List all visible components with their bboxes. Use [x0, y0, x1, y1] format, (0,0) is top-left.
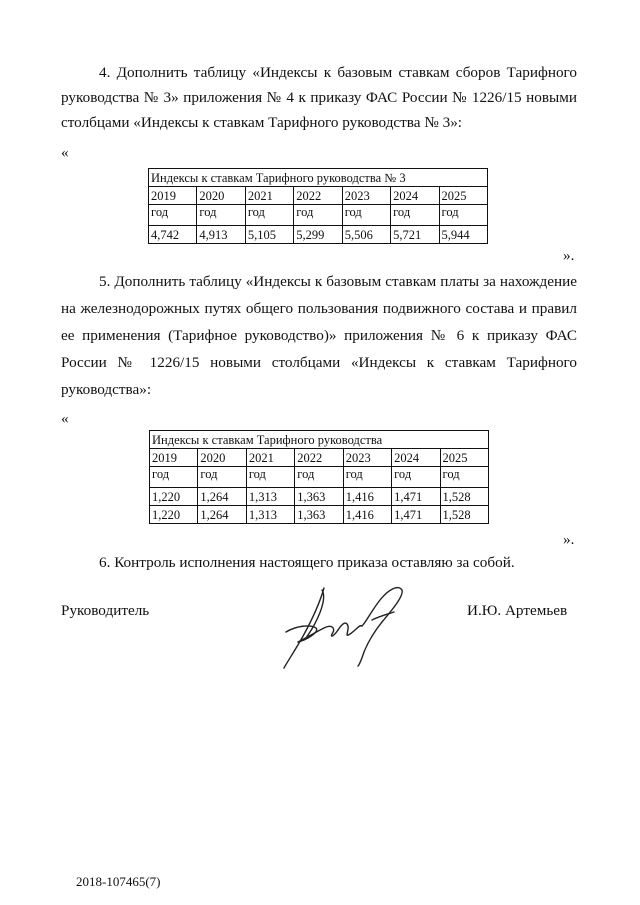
table-1-unit: год: [294, 205, 342, 226]
table-2-value: 1,313: [246, 488, 294, 506]
indices-table: [149, 430, 489, 524]
item-6-paragraph: 6. Контроль исполнения настоящего приказа оставляю за собой.: [99, 554, 515, 571]
table-2-value: 1,416: [343, 506, 391, 524]
table-1-value: 5,721: [391, 226, 439, 244]
item-5-line-2: на железнодорожных путях общего пользования подвижного состава и правил: [61, 300, 577, 317]
table-2-value: 1,528: [440, 506, 488, 524]
table-2-value: 1,471: [392, 488, 440, 506]
table-2-open-quote: «: [61, 410, 69, 427]
signatory-role: Руководитель: [61, 602, 150, 619]
table-2-value: 1,313: [246, 506, 294, 524]
table-2-year: 2020: [198, 449, 246, 467]
table-1-close-quote: ».: [563, 247, 575, 264]
item-4-line-1: 4. Дополнить таблицу «Индексы к базовым ставкам сборов Тарифного: [99, 64, 577, 81]
table-2-close-quote: ».: [563, 531, 575, 548]
table-1-year: 2021: [245, 187, 293, 205]
item-5-line-5: руководства»:: [61, 381, 152, 398]
table-1-header: Индексы к ставкам Тарифного руководства № 3: [149, 169, 488, 187]
table-1-value: 5,299: [294, 226, 342, 244]
item-5-line-4: России № 1226/15 новыми столбцами «Индексы к ставкам Тарифного: [61, 354, 577, 371]
table-row: [149, 226, 488, 244]
table-2-unit: год: [295, 467, 343, 488]
table-2-value: 1,528: [440, 488, 488, 506]
table-2-value: 1,363: [295, 506, 343, 524]
table-2-value: 1,264: [198, 488, 246, 506]
item-4-line-3: столбцами «Индексы к ставкам Тарифного руководства № 3»:: [61, 114, 463, 131]
table-2-unit: год: [440, 467, 488, 488]
document-code: 2018-107465(7): [76, 874, 161, 889]
table-1-open-quote: «: [61, 144, 69, 161]
table-1-value: 4,742: [149, 226, 197, 244]
indices-table-3: [148, 168, 488, 244]
table-row: [150, 488, 489, 506]
table-2-year: 2022: [295, 449, 343, 467]
table-1-unit: год: [342, 205, 390, 226]
table-2-value: 1,220: [150, 506, 198, 524]
table-1-year: 2020: [197, 187, 245, 205]
table-1-year: 2025: [439, 187, 487, 205]
table-1-year: 2024: [391, 187, 439, 205]
table-2-unit: год: [150, 467, 198, 488]
table-2-value: 1,264: [198, 506, 246, 524]
item-4-line-2: руководства № 3» приложения № 4 к приказу ФАС России № 1226/15 новыми: [61, 89, 577, 106]
table-2-unit: год: [343, 467, 391, 488]
table-2-unit: год: [392, 467, 440, 488]
table-1-year: 2023: [342, 187, 390, 205]
table-1-unit: год: [245, 205, 293, 226]
table-2-header: Индексы к ставкам Тарифного руководства: [150, 431, 489, 449]
table-2-year: 2021: [246, 449, 294, 467]
table-2-year: 2023: [343, 449, 391, 467]
table-1-unit: год: [197, 205, 245, 226]
handwritten-signature: [276, 580, 411, 675]
table-1-value: 4,913: [197, 226, 245, 244]
table-2-value: 1,363: [295, 488, 343, 506]
table-1-value: 5,105: [245, 226, 293, 244]
item-5-line-3: ее применения (Тарифное руководство)» приложения № 6 к приказу ФАС: [61, 327, 577, 344]
table-1-unit: год: [439, 205, 487, 226]
table-1-year: 2022: [294, 187, 342, 205]
table-row: [150, 506, 489, 524]
table-2-unit: год: [246, 467, 294, 488]
table-2-value: 1,220: [150, 488, 198, 506]
table-2-year: 2025: [440, 449, 488, 467]
table-1-unit: год: [391, 205, 439, 226]
signatory-name: И.Ю. Артемьев: [467, 602, 568, 619]
table-1-value: 5,944: [439, 226, 487, 244]
table-2-unit: год: [198, 467, 246, 488]
table-2-value: 1,416: [343, 488, 391, 506]
item-5-line-1: 5. Дополнить таблицу «Индексы к базовым ставкам платы за нахождение: [99, 273, 577, 290]
table-1-value: 5,506: [342, 226, 390, 244]
table-1-year: 2019: [149, 187, 197, 205]
table-2-year: 2024: [392, 449, 440, 467]
table-2-value: 1,471: [392, 506, 440, 524]
table-1-unit: год: [149, 205, 197, 226]
table-2-year: 2019: [150, 449, 198, 467]
